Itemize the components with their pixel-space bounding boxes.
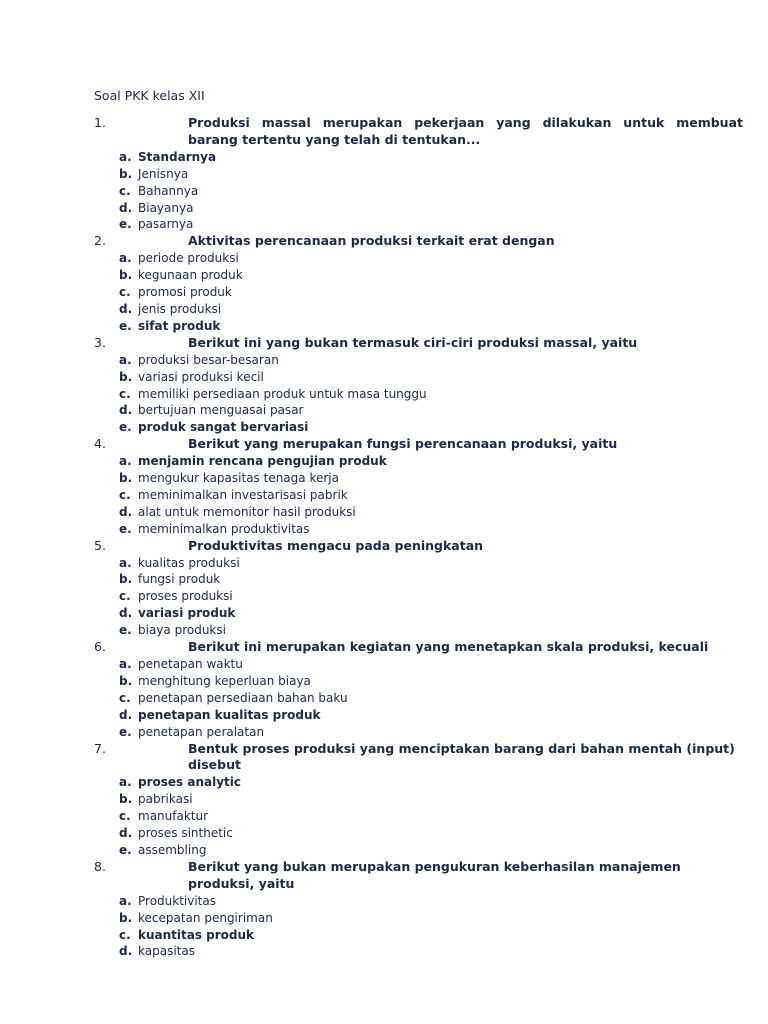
option-text: penetapan persediaan bahan baku (138, 690, 348, 705)
option-text: pabrikasi (138, 792, 193, 807)
answer-option (0, 622, 768, 639)
option-letter: a. (119, 657, 132, 671)
option-letter: b. (119, 572, 133, 587)
option-text: produksi besar-besaran (138, 352, 279, 367)
option-letter: e. (119, 842, 132, 857)
option-text: penetapan kualitas produk (138, 707, 321, 722)
option-text: menghitung keperluan biaya (138, 673, 311, 688)
option-text: kualitas produksi (138, 555, 240, 570)
option-text: proses sinthetic (138, 826, 233, 841)
option-letter: e. (119, 623, 132, 638)
option-text: sifat produk (138, 318, 221, 333)
answer-option (0, 504, 768, 521)
option-letter: e. (119, 318, 132, 333)
answer-option (0, 656, 768, 673)
question-number: 1. (94, 115, 106, 130)
option-letter: b. (119, 166, 133, 181)
answer-option (0, 487, 768, 504)
answer-option (0, 927, 768, 944)
option-text: penetapan peralatan (138, 724, 265, 739)
option-letter: b. (119, 471, 133, 486)
option-text: promosi produk (138, 285, 232, 300)
answer-option (0, 284, 768, 301)
question-text: Berikut ini yang bukan termasuk ciri-ciri produksi massal, yaitu (188, 334, 638, 350)
answer-option (0, 588, 768, 605)
answer-option (0, 149, 768, 166)
answer-option (0, 943, 768, 960)
answer-option (0, 250, 768, 267)
option-letter: c. (119, 386, 131, 401)
question-text: Bentuk proses produksi yang menciptakan barang dari bahan mentah (input) disebut (188, 740, 735, 773)
option-text: variasi produksi kecil (138, 369, 264, 384)
answer-option (0, 200, 768, 217)
answer-option (0, 724, 768, 741)
answer-option (0, 707, 768, 724)
answer-option (0, 825, 768, 842)
option-letter: c. (119, 589, 131, 604)
option-letter: e. (119, 217, 132, 232)
option-text: meminimalkan investarisasi pabrik (138, 487, 348, 502)
answer-option (0, 352, 768, 369)
option-letter: a. (119, 251, 132, 266)
option-letter: d. (119, 200, 133, 215)
question-text: Aktivitas perencanaan produksi terkait erat dengan (188, 233, 555, 249)
option-letter: d. (119, 606, 133, 621)
option-letter: c. (119, 809, 131, 824)
answer-option (0, 386, 768, 403)
answer-option (0, 301, 768, 318)
option-letter: d. (119, 944, 133, 959)
option-text: kapasitas (138, 944, 195, 959)
option-text: jenis produksi (138, 301, 222, 316)
option-letter: a. (119, 555, 132, 570)
answer-option (0, 318, 768, 335)
option-letter: c. (119, 183, 131, 198)
option-letter: e. (119, 420, 132, 435)
answer-option (0, 791, 768, 808)
option-letter: e. (119, 521, 132, 536)
answer-option (0, 690, 768, 707)
answer-option (0, 419, 768, 436)
answer-option (0, 571, 768, 588)
option-letter: a. (119, 352, 132, 367)
question-item (0, 115, 768, 233)
option-letter: b. (119, 369, 133, 384)
answer-option (0, 673, 768, 690)
answer-option (0, 842, 768, 859)
option-letter: a. (119, 893, 132, 908)
question-number: 4. (94, 436, 106, 452)
option-text: Standarnya (138, 149, 217, 164)
answer-option (0, 470, 768, 487)
option-letter: d. (119, 403, 133, 418)
option-text: kegunaan produk (138, 268, 243, 283)
option-text: Bahannya (138, 183, 199, 198)
option-letter: c. (119, 927, 131, 942)
option-text: meminimalkan produktivitas (138, 521, 310, 536)
answer-option (0, 216, 768, 233)
option-text: memiliki persediaan produk untuk masa tunggu (138, 386, 427, 401)
option-letter: b. (119, 268, 133, 283)
question-number: 8. (94, 858, 106, 874)
option-text: menjamin rencana pengujian produk (138, 454, 387, 469)
question-list (0, 115, 768, 960)
answer-option (0, 183, 768, 200)
option-letter: c. (119, 487, 131, 502)
option-text: Produktivitas (138, 893, 216, 908)
option-text: Jenisnya (138, 166, 189, 181)
question-item (0, 436, 768, 537)
option-text: fungsi produk (138, 572, 221, 587)
question-item (0, 741, 768, 859)
question-number: 2. (94, 233, 106, 249)
question-number: 7. (94, 740, 106, 756)
option-letter: a. (119, 775, 132, 790)
option-text: alat untuk memonitor hasil produksi (138, 504, 356, 519)
option-text: proses produksi (138, 589, 233, 604)
option-text: periode produksi (138, 251, 239, 266)
option-letter: c. (119, 690, 131, 705)
question-number: 3. (94, 334, 106, 350)
option-text: variasi produk (138, 606, 236, 621)
option-letter: a. (119, 149, 132, 164)
option-letter: b. (119, 673, 133, 688)
question-item (0, 538, 768, 639)
option-text: bertujuan menguasai pasar (138, 403, 304, 418)
question-text: Berikut ini merupakan kegiatan yang menetapkan skala produksi, kecuali (188, 639, 709, 655)
answer-option (0, 555, 768, 572)
option-letter: b. (119, 792, 133, 807)
question-number: 6. (94, 639, 106, 655)
option-letter: d. (119, 707, 133, 722)
option-text: kuantitas produk (138, 927, 255, 942)
answer-option (0, 369, 768, 386)
answer-option (0, 774, 768, 791)
question-text: Berikut yang merupakan fungsi perencanaan produksi, yaitu (188, 436, 618, 452)
option-text: penetapan waktu (138, 657, 243, 671)
option-letter: d. (119, 826, 133, 841)
answer-option (0, 402, 768, 419)
question-text: Produksi massal merupakan pekerjaan yang dilakukan untuk membuat barang tertentu yang telah di tentukan... (188, 115, 743, 147)
question-item (0, 233, 768, 334)
answer-option (0, 267, 768, 284)
question-item (0, 639, 768, 740)
option-letter: d. (119, 301, 133, 316)
option-letter: a. (119, 454, 132, 469)
option-text: Biayanya (138, 200, 194, 215)
option-text: biaya produksi (138, 623, 226, 638)
option-text: mengukur kapasitas tenaga kerja (138, 471, 339, 486)
option-letter: d. (119, 504, 133, 519)
option-text: proses analytic (138, 775, 241, 790)
answer-option (0, 166, 768, 183)
answer-option (0, 893, 768, 910)
option-letter: c. (119, 285, 131, 300)
answer-option (0, 808, 768, 825)
option-text: pasarnya (138, 217, 194, 232)
question-text: Produktivitas mengacu pada peningkatan (188, 537, 484, 553)
answer-option (0, 910, 768, 927)
question-text: Berikut yang bukan merupakan pengukuran keberhasilan manajemen produksi, yaitu (188, 858, 681, 891)
question-item (0, 335, 768, 436)
option-text: kecepatan pengiriman (138, 910, 273, 925)
question-number: 5. (94, 537, 106, 553)
answer-option (0, 521, 768, 538)
option-text: produk sangat bervariasi (138, 420, 309, 435)
option-letter: e. (119, 724, 132, 739)
answer-option (0, 605, 768, 622)
option-text: assembling (138, 842, 207, 857)
option-letter: b. (119, 910, 133, 925)
question-item (0, 859, 768, 960)
option-text: manufaktur (138, 809, 209, 824)
answer-option (0, 453, 768, 470)
document-title: Soal PKK kelas XII (94, 88, 205, 103)
